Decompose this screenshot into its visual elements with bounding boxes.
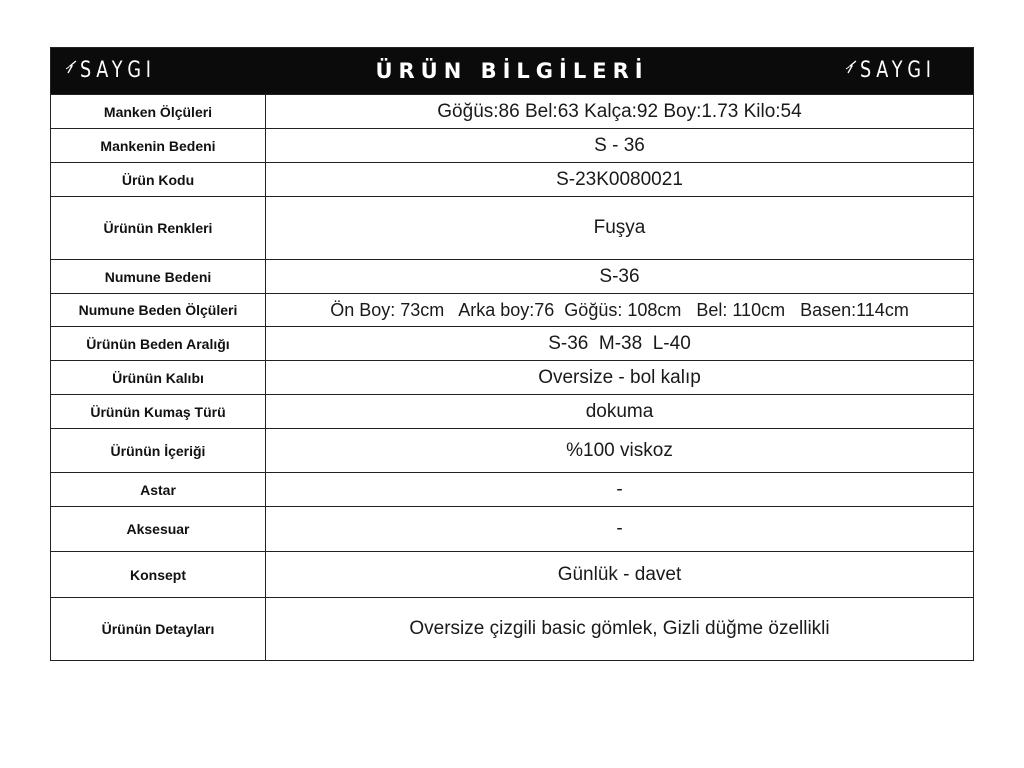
table-row (51, 473, 973, 507)
table-row (51, 260, 973, 294)
row-value: Günlük - davet (266, 552, 974, 598)
row-value: - (266, 507, 974, 552)
row-value: - (266, 473, 974, 507)
row-label: Aksesuar (51, 507, 266, 552)
table-row (51, 294, 973, 327)
product-info-sheet (50, 47, 974, 661)
row-label: Ürün Kodu (51, 163, 266, 197)
row-label: Ürünün Detayları (51, 598, 266, 660)
row-value: Fuşya (266, 197, 974, 260)
table-row (51, 361, 973, 395)
row-value: S - 36 (266, 129, 974, 163)
row-label: Ürünün Kumaş Türü (51, 395, 266, 429)
table-row (51, 395, 973, 429)
row-value: %100 viskoz (266, 429, 974, 473)
row-label: Ürünün Beden Aralığı (51, 327, 266, 361)
table-row (51, 163, 973, 197)
table-row (51, 197, 973, 260)
sheet-header (51, 48, 973, 94)
page-title: ÜRÜN BİLGİLERİ (375, 59, 649, 83)
row-value: dokuma (266, 395, 974, 429)
table-row (51, 507, 973, 552)
row-value: Ön Boy: 73cm Arka boy:76 Göğüs: 108cm Bel: 110cm Basen:114cm (266, 294, 974, 327)
row-label: Mankenin Bedeni (51, 129, 266, 163)
table-row (51, 327, 973, 361)
product-info-table (51, 94, 973, 660)
row-label: Numune Beden Ölçüleri (51, 294, 266, 327)
row-label: Konsept (51, 552, 266, 598)
table-row (51, 129, 973, 163)
row-label: Ürünün Kalıbı (51, 361, 266, 395)
table-row (51, 598, 973, 660)
row-label: Numune Bedeni (51, 260, 266, 294)
brand-name: SAYGI (860, 58, 937, 83)
row-label: Manken Ölçüleri (51, 95, 266, 129)
row-value: Oversize - bol kalıp (266, 361, 974, 395)
row-value: Göğüs:86 Bel:63 Kalça:92 Boy:1.73 Kilo:54 (266, 95, 974, 129)
table-row (51, 95, 973, 129)
table-row (51, 552, 973, 598)
row-value: Oversize çizgili basic gömlek, Gizli düğme özellikli (266, 598, 974, 660)
row-value: S-23K0080021 (266, 163, 974, 197)
lightning-icon (845, 60, 859, 74)
brand-name: SAYGI (80, 58, 156, 83)
row-value: S-36 (266, 260, 974, 294)
brand-logo-right (845, 48, 955, 94)
row-value: S-36 M-38 L-40 (266, 327, 974, 361)
table-row (51, 429, 973, 473)
row-label: Ürünün Renkleri (51, 197, 266, 260)
row-label: Ürünün İçeriği (51, 429, 266, 473)
row-label: Astar (51, 473, 266, 507)
